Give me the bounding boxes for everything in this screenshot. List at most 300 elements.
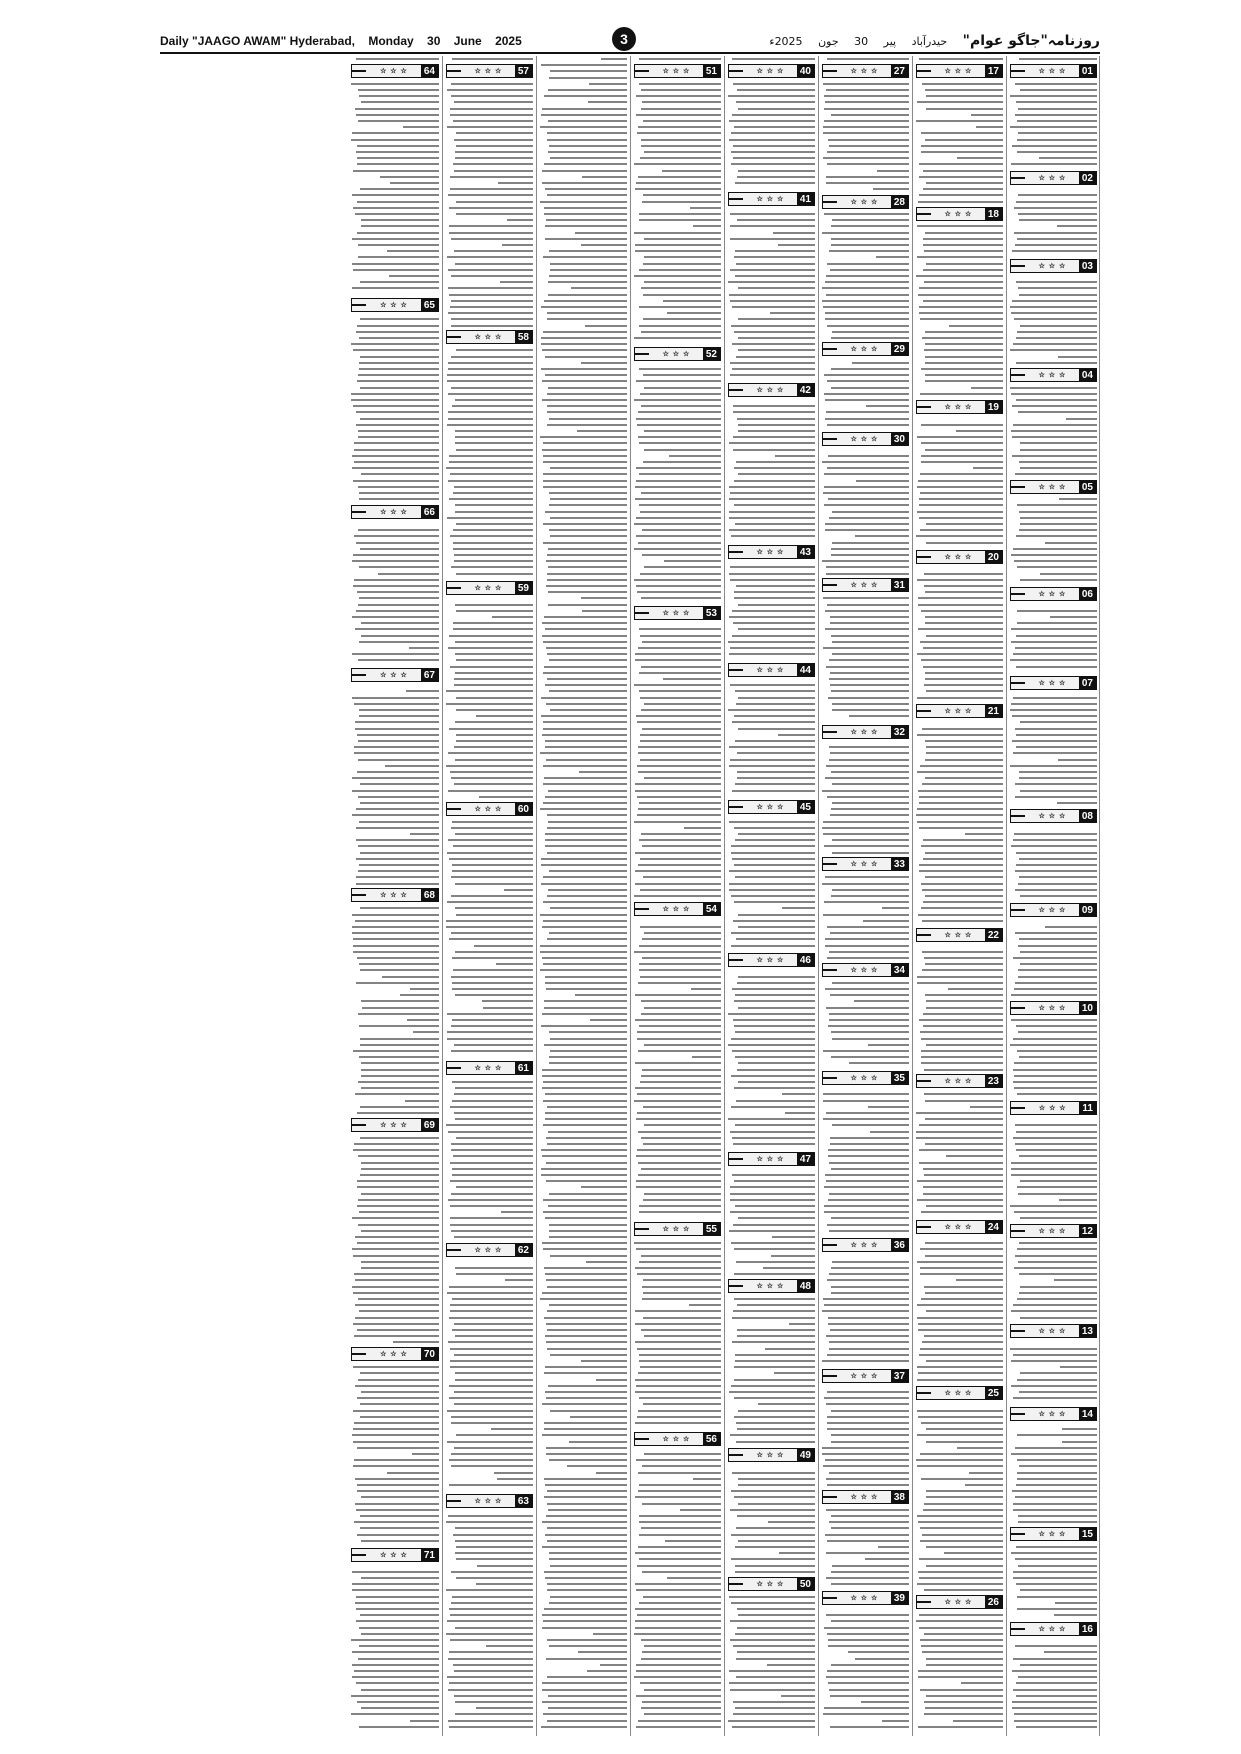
- text-line: [355, 1478, 439, 1480]
- text-line: [545, 845, 627, 847]
- text-line: [849, 1062, 909, 1064]
- text-line: [729, 486, 815, 488]
- text-line: [357, 1186, 439, 1188]
- text-line: [1020, 1286, 1097, 1288]
- text-line: [642, 554, 721, 556]
- text-line: [546, 1658, 627, 1660]
- text-line: [926, 746, 1003, 748]
- text-line: [549, 1236, 627, 1238]
- text-line: [919, 312, 1003, 314]
- text-line: [638, 1372, 721, 1374]
- star-icon: ☆ ☆ ☆: [944, 554, 973, 561]
- text-line: [548, 294, 627, 296]
- text-line: [540, 951, 627, 953]
- text-line: [925, 139, 1003, 141]
- text-line: [736, 1261, 815, 1263]
- text-line: [541, 1025, 627, 1027]
- text-line: [351, 1695, 439, 1697]
- text-line: [635, 1267, 721, 1269]
- text-line: [1015, 982, 1097, 984]
- text-line: [449, 1484, 533, 1486]
- tag-rule: [1011, 177, 1025, 179]
- text-line: [454, 1670, 533, 1672]
- text-line: [920, 641, 1003, 643]
- classified-item-tag: [1010, 171, 1097, 185]
- text-line: [543, 1100, 627, 1102]
- text-line: [736, 585, 815, 587]
- text-line: [1015, 1558, 1097, 1560]
- text-line: [547, 393, 627, 395]
- text-line: [831, 1168, 909, 1170]
- text-line: [635, 498, 721, 500]
- text-line: [729, 529, 815, 531]
- text-line: [1010, 1205, 1097, 1207]
- text-line: [1017, 566, 1097, 568]
- classified-item-tag: [351, 1118, 439, 1132]
- text-line: [586, 1261, 627, 1263]
- text-line: [359, 641, 439, 643]
- text-line: [393, 1341, 439, 1343]
- text-line: [549, 1459, 627, 1461]
- text-line: [1011, 641, 1097, 643]
- text-line: [353, 349, 439, 351]
- text-line: [545, 1112, 627, 1114]
- text-line: [737, 1304, 815, 1306]
- text-line: [1016, 281, 1097, 283]
- text-line: [507, 219, 533, 221]
- text-line: [360, 802, 439, 804]
- star-icon: ☆ ☆ ☆: [756, 957, 785, 964]
- text-line: [731, 1490, 815, 1492]
- text-line: [352, 914, 439, 916]
- text-line: [455, 641, 533, 643]
- text-line: [919, 827, 1003, 829]
- classified-item-tag: [1010, 259, 1097, 273]
- classified-item-tag: [634, 1432, 721, 1446]
- text-line: [448, 1199, 533, 1201]
- text-line: [826, 1112, 909, 1114]
- text-line: [635, 1341, 721, 1343]
- text-line: [944, 1552, 1003, 1554]
- tag-rule: [823, 1244, 837, 1246]
- item-number: 46: [797, 954, 814, 966]
- text-line: [948, 988, 1003, 990]
- text-line: [454, 554, 533, 556]
- item-number: 02: [1079, 172, 1096, 184]
- text-line: [642, 201, 721, 203]
- text-line: [548, 120, 627, 122]
- text-line: [636, 1589, 721, 1591]
- text-line: [1016, 535, 1097, 537]
- text-line: [547, 1286, 627, 1288]
- text-line: [638, 1472, 721, 1474]
- text-line: [732, 368, 815, 370]
- text-line: [730, 1131, 815, 1133]
- text-line: [971, 114, 1003, 116]
- text-line: [585, 325, 627, 327]
- text-line: [545, 374, 627, 376]
- text-line: [588, 101, 627, 103]
- text-line: [454, 560, 533, 562]
- text-line: [358, 759, 439, 761]
- text-line: [735, 1360, 815, 1362]
- text-line: [410, 833, 439, 835]
- text-line: [550, 1050, 627, 1052]
- text-line: [728, 1044, 815, 1046]
- text-line: [730, 1509, 815, 1511]
- text-line: [729, 746, 815, 748]
- text-line: [734, 256, 815, 258]
- text-line: [357, 380, 439, 382]
- text-line: [547, 653, 627, 655]
- text-line: [1013, 548, 1097, 550]
- text-line: [734, 827, 815, 829]
- text-line: [455, 1527, 533, 1529]
- text-line: [548, 566, 627, 568]
- text-line: [542, 1546, 627, 1548]
- text-line: [540, 1298, 627, 1300]
- text-line: [545, 1093, 627, 1095]
- text-line: [1018, 132, 1097, 134]
- text-line: [1018, 945, 1097, 947]
- text-line: [447, 1031, 533, 1033]
- text-line: [729, 889, 815, 891]
- text-line: [639, 504, 721, 506]
- text-line: [920, 1248, 1003, 1250]
- text-line: [829, 746, 909, 748]
- text-line: [832, 802, 909, 804]
- text-line: [452, 957, 533, 959]
- text-line: [926, 752, 1003, 754]
- text-line: [406, 690, 439, 692]
- tag-rule: [917, 70, 931, 72]
- text-line: [825, 399, 909, 401]
- text-line: [548, 151, 627, 153]
- text-line: [731, 1038, 815, 1040]
- text-line: [728, 95, 815, 97]
- text-line: [1018, 411, 1097, 413]
- text-line: [920, 1348, 1003, 1350]
- classified-item-tag: [634, 1222, 721, 1236]
- text-line: [451, 83, 533, 85]
- text-line: [921, 424, 1003, 426]
- text-line: [1020, 467, 1097, 469]
- text-line: [1057, 225, 1097, 227]
- text-line: [733, 405, 815, 407]
- text-line: [639, 690, 721, 692]
- text-line: [361, 1230, 439, 1232]
- text-line: [1015, 83, 1097, 85]
- text-line: [638, 864, 721, 866]
- text-line: [924, 1713, 1003, 1715]
- star-icon: ☆ ☆ ☆: [380, 509, 408, 516]
- text-line: [634, 1676, 721, 1678]
- text-line: [1018, 287, 1097, 289]
- text-line: [451, 300, 533, 302]
- text-line: [926, 690, 1003, 692]
- text-line: [916, 1137, 1003, 1139]
- text-line: [545, 1217, 627, 1219]
- text-line: [546, 1341, 627, 1343]
- text-line: [357, 201, 439, 203]
- text-line: [737, 1608, 815, 1610]
- text-line: [548, 1205, 627, 1207]
- text-line: [878, 1546, 909, 1548]
- text-line: [455, 399, 533, 401]
- text-line: [826, 182, 909, 184]
- text-line: [922, 920, 1003, 922]
- text-line: [831, 1267, 909, 1269]
- text-line: [824, 845, 909, 847]
- text-line: [921, 1645, 1003, 1647]
- text-line: [360, 1106, 439, 1108]
- text-line: [1014, 988, 1097, 990]
- classified-item-tag: [822, 1369, 909, 1383]
- text-line: [448, 752, 533, 754]
- text-line: [359, 864, 439, 866]
- tag-rule: [447, 1500, 461, 1502]
- text-line: [736, 263, 815, 265]
- text-line: [541, 1174, 627, 1176]
- text-line: [476, 1583, 533, 1585]
- text-line: [454, 1236, 533, 1238]
- text-line: [378, 573, 439, 575]
- tag-rule: [729, 959, 743, 961]
- classified-item-tag: [446, 64, 533, 78]
- text-line: [917, 982, 1003, 984]
- text-line: [358, 1658, 439, 1660]
- star-icon: ☆ ☆ ☆: [380, 68, 408, 75]
- text-line: [870, 1131, 909, 1133]
- text-line: [449, 1459, 533, 1461]
- classified-item-tag: [351, 668, 439, 682]
- item-number: 23: [985, 1075, 1002, 1087]
- text-line: [1057, 802, 1097, 804]
- text-line: [452, 1596, 533, 1598]
- text-line: [356, 1596, 439, 1598]
- text-line: [918, 1571, 1003, 1573]
- text-line: [731, 945, 815, 947]
- text-line: [918, 1726, 1003, 1728]
- item-number: 51: [703, 65, 720, 77]
- classified-item-tag: [728, 1279, 815, 1293]
- text-line: [448, 312, 533, 314]
- text-line: [476, 715, 533, 717]
- text-line: [736, 356, 815, 358]
- text-line: [448, 839, 533, 841]
- item-number: 10: [1079, 1002, 1096, 1014]
- text-line: [832, 982, 909, 984]
- text-line: [1015, 1645, 1097, 1647]
- text-line: [352, 1651, 439, 1653]
- text-line: [1062, 1428, 1097, 1430]
- text-line: [1020, 442, 1097, 444]
- text-line: [455, 263, 533, 265]
- item-number: 54: [703, 903, 720, 915]
- text-line: [738, 1540, 815, 1542]
- text-line: [412, 1453, 439, 1455]
- text-line: [546, 585, 627, 587]
- text-line: [455, 1552, 533, 1554]
- text-line: [352, 238, 439, 240]
- text-line: [1045, 542, 1097, 544]
- text-line: [407, 1019, 439, 1021]
- text-line: [827, 1416, 909, 1418]
- classified-item-tag: [446, 1494, 533, 1508]
- text-line: [357, 325, 439, 327]
- text-line: [550, 1038, 627, 1040]
- text-line: [1017, 238, 1097, 240]
- item-number: 62: [515, 1244, 532, 1256]
- text-line: [541, 1726, 627, 1728]
- text-line: [829, 678, 909, 680]
- text-line: [826, 1478, 909, 1480]
- text-line: [456, 349, 533, 351]
- text-line: [361, 101, 439, 103]
- text-line: [643, 1596, 721, 1598]
- text-line: [823, 1713, 909, 1715]
- text-line: [455, 157, 533, 159]
- tag-rule: [823, 863, 837, 865]
- text-line: [359, 1310, 439, 1312]
- text-line: [917, 256, 1003, 258]
- text-line: [925, 356, 1003, 358]
- text-line: [357, 1447, 439, 1449]
- text-line: [729, 653, 815, 655]
- text-line: [413, 1031, 439, 1033]
- item-number: 68: [421, 889, 438, 901]
- text-line: [352, 1217, 439, 1219]
- text-line: [456, 145, 533, 147]
- text-line: [737, 1069, 815, 1071]
- text-line: [356, 58, 439, 60]
- text-line: [826, 275, 909, 277]
- tag-rule: [917, 710, 931, 712]
- text-line: [781, 1695, 815, 1697]
- text-line: [827, 163, 909, 165]
- text-line: [449, 1385, 533, 1387]
- text-line: [828, 1155, 909, 1157]
- item-number: 70: [421, 1348, 438, 1360]
- text-line: [549, 504, 627, 506]
- text-line: [543, 1199, 627, 1201]
- text-line: [543, 783, 627, 785]
- text-line: [730, 492, 815, 494]
- text-line: [354, 535, 439, 537]
- text-line: [358, 1013, 439, 1015]
- text-line: [824, 393, 909, 395]
- text-line: [918, 201, 1003, 203]
- text-line: [446, 703, 533, 705]
- star-icon: ☆ ☆ ☆: [662, 351, 691, 358]
- text-line: [361, 1633, 439, 1635]
- text-line: [638, 1410, 721, 1412]
- text-line: [1018, 108, 1097, 110]
- text-line: [455, 436, 533, 438]
- text-line: [738, 349, 815, 351]
- text-line: [640, 976, 721, 978]
- text-line: [639, 1397, 721, 1399]
- text-line: [832, 703, 909, 705]
- text-line: [1058, 759, 1097, 761]
- text-line: [921, 1056, 1003, 1058]
- item-number: 34: [891, 964, 908, 976]
- text-line: [448, 393, 533, 395]
- text-line: [639, 1534, 721, 1536]
- text-line: [385, 765, 439, 767]
- text-line: [823, 1118, 909, 1120]
- text-line: [829, 1162, 909, 1164]
- text-line: [922, 1651, 1003, 1653]
- text-line: [824, 374, 909, 376]
- text-line: [447, 380, 533, 382]
- text-line: [361, 1540, 439, 1542]
- text-line: [861, 1701, 909, 1703]
- star-icon: ☆ ☆ ☆: [756, 1283, 785, 1290]
- text-line: [352, 814, 439, 816]
- text-line: [737, 89, 815, 91]
- text-line: [1013, 653, 1097, 655]
- text-line: [823, 1100, 909, 1102]
- text-line: [541, 715, 627, 717]
- text-line: [825, 876, 909, 878]
- text-line: [550, 1596, 627, 1598]
- text-line: [360, 1403, 439, 1405]
- text-line: [831, 548, 909, 550]
- text-line: [636, 1385, 721, 1387]
- text-line: [831, 895, 909, 897]
- text-line: [637, 1416, 721, 1418]
- text-line: [832, 1261, 909, 1263]
- text-line: [451, 1050, 533, 1052]
- text-line: [826, 666, 909, 668]
- text-line: [601, 58, 627, 60]
- city-ur: حیدرآباد: [911, 35, 948, 48]
- text-line: [448, 1658, 533, 1660]
- item-number: 17: [985, 65, 1002, 77]
- text-line: [353, 1292, 439, 1294]
- text-line: [773, 232, 815, 234]
- text-line: [827, 263, 909, 265]
- text-line: [359, 337, 439, 339]
- tag-rule: [447, 587, 461, 589]
- text-line: [921, 1478, 1003, 1480]
- text-line: [482, 1000, 533, 1002]
- text-line: [738, 337, 815, 339]
- text-line: [1019, 1242, 1097, 1244]
- column-1: [1006, 56, 1100, 1736]
- text-line: [549, 690, 627, 692]
- text-line: [451, 976, 533, 978]
- text-line: [779, 1552, 815, 1554]
- text-line: [358, 1224, 439, 1226]
- text-line: [919, 498, 1003, 500]
- text-line: [638, 1131, 721, 1133]
- text-line: [828, 1199, 909, 1201]
- tag-rule: [823, 201, 837, 203]
- text-line: [455, 442, 533, 444]
- text-line: [663, 678, 721, 680]
- text-line: [446, 765, 533, 767]
- text-line: [639, 1211, 721, 1213]
- text-line: [830, 1726, 909, 1728]
- text-line: [455, 1540, 533, 1542]
- star-icon: ☆ ☆ ☆: [1038, 1626, 1067, 1633]
- text-line: [455, 907, 533, 909]
- text-line: [920, 1031, 1003, 1033]
- text-line: [732, 858, 815, 860]
- text-line: [735, 1354, 815, 1356]
